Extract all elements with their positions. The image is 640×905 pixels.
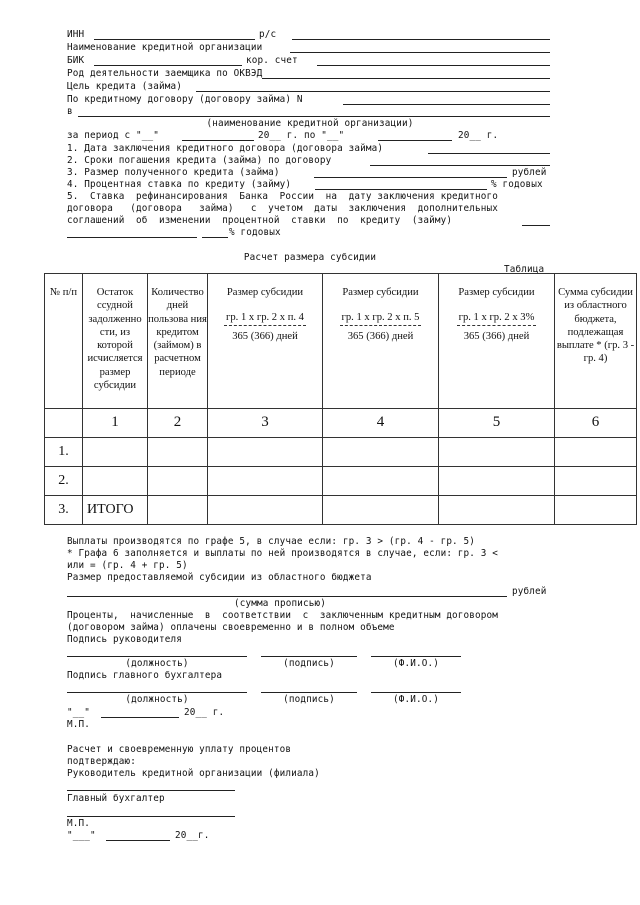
kor-field[interactable]	[317, 55, 550, 66]
item-5-line-3: соглашений об изменении процентной ставки по кредиту (займу)	[67, 215, 453, 226]
col-3-formula: гр. 1 x гр. 2 x п. 4	[224, 311, 306, 325]
rs-field[interactable]	[292, 29, 550, 40]
table-cell[interactable]	[148, 496, 208, 525]
item-1-label: 1. Дата заключения кредитного договора (договора займа)	[67, 143, 384, 154]
item-5-unit: % годовых	[229, 227, 281, 238]
chief-accountant-label: Главный бухгалтер	[67, 793, 165, 804]
col-4-formula: гр. 1 x гр. 2 x п. 5	[340, 311, 422, 325]
head-signature-caption: (подпись)	[283, 658, 335, 669]
sign-date-field[interactable]	[101, 707, 179, 718]
item-4-label: 4. Процентная ставка по кредиту (займу)	[67, 179, 292, 190]
table-cell[interactable]	[439, 438, 555, 467]
item-3-field[interactable]	[314, 167, 507, 178]
bank-year-label: 20__г.	[175, 830, 210, 841]
bank-head-signature-field[interactable]	[67, 780, 235, 791]
col-5-formula: гр. 1 x гр. 2 x 3%	[457, 311, 537, 325]
item-3-unit: рублей	[512, 167, 547, 178]
col-6-header: Сумма субсидии из областного бюджета, подлежащая выплате * (гр. 3 - гр. 4)	[555, 274, 637, 409]
item-2-field[interactable]	[370, 155, 550, 166]
table-cell[interactable]	[208, 467, 323, 496]
col-5-title: Размер субсидии	[458, 287, 535, 298]
table-title: Расчет размера субсидии	[243, 252, 377, 263]
stamp-label: М.П.	[67, 719, 90, 730]
column-number-6: 6	[555, 409, 637, 438]
okved-label: Род деятельности заемщика по ОКВЭД	[67, 68, 263, 79]
table-cell[interactable]	[83, 438, 148, 467]
period-to-field[interactable]	[378, 130, 452, 141]
item-3-label: 3. Размер полученного кредита (займа)	[67, 167, 280, 178]
table-cell[interactable]	[439, 496, 555, 525]
item-5-line-2: договора (договора займа) с учетом даты заключения дополнительных	[67, 203, 499, 214]
column-number-2: 2	[148, 409, 208, 438]
col-1-header: Остаток ссудной задолженно сти, из которой исчисляется размер субсидии	[83, 274, 148, 409]
bank-in-label: в	[67, 106, 73, 117]
bank-caption: (наименование кредитной организации)	[206, 118, 414, 129]
note-payments: Выплаты производятся по графе 5, в случае если: гр. 3 > (гр. 4 - гр. 5)	[67, 536, 476, 547]
subsidy-amount-field[interactable]	[67, 586, 507, 597]
item-2-label: 2. Сроки погашения кредита (займа) по договору	[67, 155, 332, 166]
table-cell[interactable]	[148, 438, 208, 467]
table-cell[interactable]	[208, 496, 323, 525]
table-cell[interactable]	[208, 438, 323, 467]
subsidy-amount-label: Размер предоставляемой субсидии из областного бюджета	[67, 572, 372, 583]
bik-label: БИК	[67, 55, 85, 66]
bik-field[interactable]	[94, 55, 242, 66]
item-5-line-1: 5. Ставка рефинансирования Банка России на дату заключения кредитного	[67, 191, 499, 202]
head-position-caption: (должность)	[125, 658, 189, 669]
col-4-title: Размер субсидии	[342, 287, 419, 298]
head-position-field[interactable]	[67, 646, 247, 657]
subsidy-amount-unit: рублей	[512, 586, 547, 597]
table-cell[interactable]	[555, 438, 637, 467]
col-num-header: № п/п	[45, 274, 83, 409]
inn-label: ИНН	[67, 29, 85, 40]
item-4-unit: % годовых	[491, 179, 543, 190]
accountant-position-field[interactable]	[67, 682, 247, 693]
period-from-field[interactable]	[182, 130, 254, 141]
contract-field[interactable]	[343, 94, 550, 105]
accountant-fio-caption: (Ф.И.О.)	[393, 694, 439, 705]
itogo-label: ИТОГО	[83, 496, 148, 525]
table-cell[interactable]	[323, 496, 439, 525]
goal-label: Цель кредита (займа)	[67, 81, 182, 92]
okved-field[interactable]	[262, 68, 550, 79]
table-label: Таблица	[504, 264, 545, 275]
table-cell[interactable]	[439, 467, 555, 496]
column-number-3: 3	[208, 409, 323, 438]
sign-year-label: 20__ г.	[184, 707, 225, 718]
head-signature-field[interactable]	[261, 646, 357, 657]
col-3-title: Размер субсидии	[226, 287, 304, 298]
col-5-denominator: 365 (366) дней	[463, 330, 530, 342]
total-row	[45, 496, 637, 525]
interest-statement-line-2: (договором займа) оплачены своевременно и в полном объеме	[67, 622, 395, 633]
item-4-field[interactable]	[315, 179, 487, 190]
column-number-row	[45, 409, 637, 438]
table-cell[interactable]	[555, 467, 637, 496]
bank-name-field[interactable]	[290, 42, 550, 53]
accountant-signature-label: Подпись главного бухгалтера	[67, 670, 223, 681]
table-cell[interactable]	[323, 467, 439, 496]
bank-head-label: Руководитель кредитной организации (филиала)	[67, 768, 320, 779]
chief-accountant-signature-field[interactable]	[67, 806, 235, 817]
col-3-denominator: 365 (366) дней	[232, 330, 298, 342]
inn-field[interactable]	[94, 29, 255, 40]
column-number-5: 5	[439, 409, 555, 438]
table-cell[interactable]	[323, 438, 439, 467]
table-header-row	[45, 274, 637, 409]
goal-field[interactable]	[196, 81, 550, 92]
accountant-fio-field[interactable]	[371, 682, 461, 693]
item-1-field[interactable]	[428, 143, 550, 154]
period-from-label: за период с "__"	[67, 130, 159, 141]
item-5-field-b[interactable]	[67, 227, 197, 238]
confirm-line-1: Расчет и своевременную уплату процентов	[67, 744, 292, 755]
kor-label: кор. счет	[246, 55, 298, 66]
column-number-empty	[45, 409, 83, 438]
row-number-3: 3.	[45, 496, 83, 525]
item-5-field-c[interactable]	[202, 227, 228, 238]
rs-label: р/с	[259, 29, 277, 40]
table-cell[interactable]	[555, 496, 637, 525]
note-column-6-line-1: * Графа 6 заполняется и выплаты по ней производятся в случае, если: гр. 3 <	[67, 548, 499, 559]
column-number-4: 4	[323, 409, 439, 438]
note-column-6-line-2: или = (гр. 4 + гр. 5)	[67, 560, 188, 571]
bank-in-field[interactable]	[78, 106, 550, 117]
bank-name-label: Наименование кредитной организации	[67, 42, 263, 53]
col-2-header: Количество дней пользова ния кредитом (займом) в расчетном периоде	[148, 274, 208, 409]
interest-statement-line-1: Проценты, начисленные в соответствии с заключенным кредитным договором	[67, 610, 499, 621]
head-signature-label: Подпись руководителя	[67, 634, 182, 645]
subsidy-table	[44, 273, 637, 525]
table-cell[interactable]	[83, 467, 148, 496]
contract-label: По кредитному договору (договору займа) N	[67, 94, 303, 105]
accountant-signature-field[interactable]	[261, 682, 357, 693]
amount-words-caption: (сумма прописью)	[234, 598, 326, 609]
col-5-header	[439, 274, 555, 409]
col-3-header	[208, 274, 323, 409]
item-5-field-a[interactable]	[522, 215, 550, 226]
sign-date-label: "__"	[67, 707, 90, 718]
period-year-label: 20__ г.	[458, 130, 499, 141]
bank-stamp-label: М.П.	[67, 818, 90, 829]
col-4-denominator: 365 (366) дней	[347, 330, 414, 342]
confirm-line-2: подтверждаю:	[67, 756, 136, 767]
table-row	[45, 467, 637, 496]
row-number-1: 1.	[45, 438, 83, 467]
column-number-1: 1	[83, 409, 148, 438]
row-number-2: 2.	[45, 467, 83, 496]
accountant-signature-caption: (подпись)	[283, 694, 335, 705]
bank-date-field[interactable]	[106, 830, 170, 841]
bank-date-label: "___"	[67, 830, 96, 841]
table-cell[interactable]	[148, 467, 208, 496]
table-row	[45, 438, 637, 467]
period-to-label: 20__ г. по "__"	[258, 130, 345, 141]
head-fio-caption: (Ф.И.О.)	[393, 658, 439, 669]
head-fio-field[interactable]	[371, 646, 461, 657]
col-4-header	[323, 274, 439, 409]
accountant-position-caption: (должность)	[125, 694, 189, 705]
